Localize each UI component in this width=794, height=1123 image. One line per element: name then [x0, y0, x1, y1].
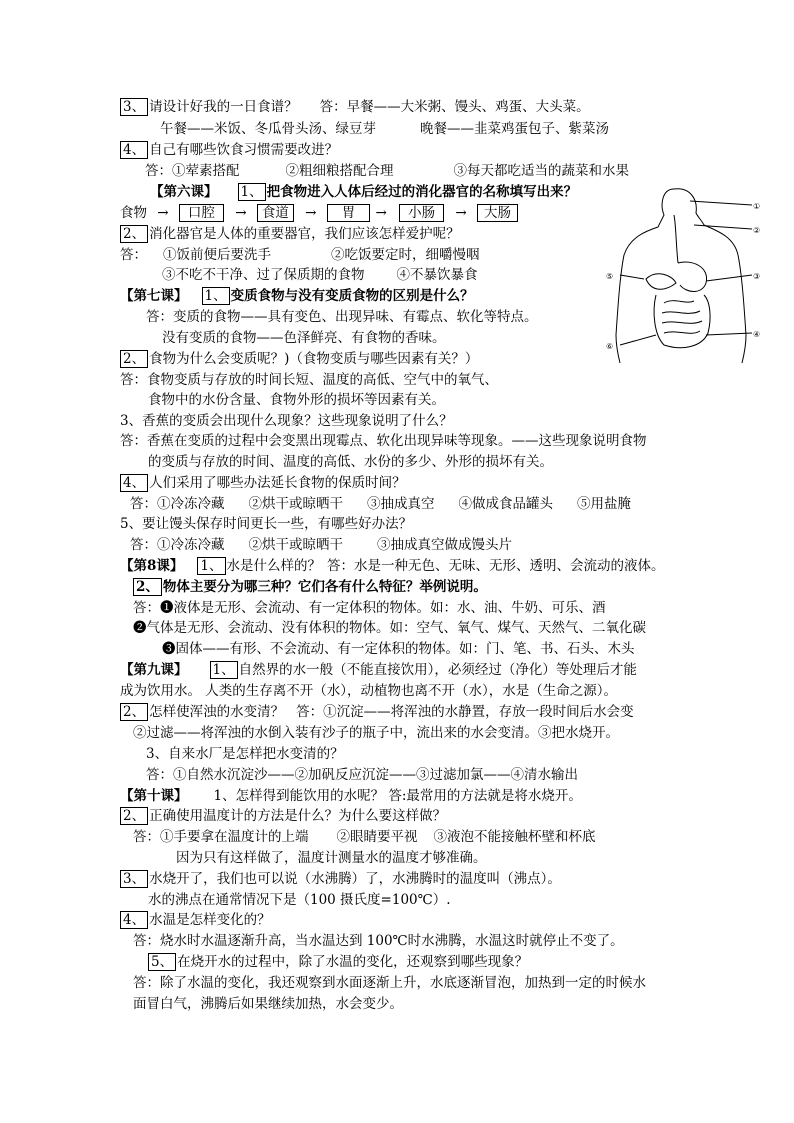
- answer-item: ⑤用盐腌: [577, 496, 631, 512]
- lesson10-q2: [120, 807, 446, 825]
- lesson6-q2: [120, 225, 460, 243]
- arrow-icon: →: [455, 205, 467, 221]
- lesson9-q1-cont: 成为饮用水。 人类的生存离不开（水），动植物也离不开（水），水是（生命之源）。: [120, 683, 618, 699]
- answer-item: ②烘干或晾晒干: [248, 496, 343, 512]
- lesson-label: 【第十课】: [120, 788, 188, 804]
- digestive-system-diagram: [602, 185, 762, 365]
- question-number: 4、: [120, 911, 148, 929]
- question-text: 水烧开了，我们也可以说（水沸腾）了，水沸腾时的温度叫（沸点）。: [149, 871, 561, 887]
- lesson7-q5: 5、要让馒头保存时间更长一些，有哪些好办法？: [120, 516, 413, 532]
- lesson10-q2-answer: [133, 828, 596, 846]
- question-text: 消化器官是人体的重要器官，我们应该怎样爱护呢？: [149, 226, 460, 242]
- question-number: 4、: [120, 474, 148, 492]
- lesson9-q2: [120, 703, 634, 721]
- q3-diet-line: [120, 98, 590, 116]
- lesson8-q2: [133, 578, 487, 596]
- lesson6-heading: [150, 183, 577, 201]
- lunch-text: 午餐——米饭、冬瓜骨头汤、绿豆芽: [160, 121, 376, 137]
- question-text: 水温是怎样变化的？: [149, 912, 271, 928]
- lesson10-q5-a1: 答：除了水温的变化，我还观察到水面逐渐上升，水底逐渐冒泡，加热到一定的时候水: [133, 975, 646, 991]
- question-text: 物体主要分为哪三种？它们各有什么特征？举例说明。: [162, 579, 487, 595]
- answer-item: 答：①冷冻冷藏: [130, 537, 225, 553]
- question-text: 在烧开水的过程中，除了水温的变化，还观察到哪些现象？: [177, 954, 529, 970]
- answer-item: 答：①手要拿在温度计的上端: [133, 829, 309, 845]
- lesson10-q5-a2: 面冒白气，沸腾后如果继续加热，水会变少。: [133, 996, 403, 1012]
- lesson8-a2: ❷气体是无形、会流动、没有体积的物体。如：空气、氧气、煤气、天然气、二氧化碳: [133, 620, 646, 636]
- question-number: 4、: [120, 141, 148, 159]
- lesson10-q3: [120, 870, 561, 888]
- arrow-icon: →: [157, 205, 169, 221]
- answer-item: ③不吃不干净、过了保质期的食物: [162, 267, 365, 283]
- lesson7-q5-answer: [130, 536, 512, 554]
- question-text: 变质食物与没有变质食物的区别是什么？: [230, 288, 474, 304]
- question-number: 3、: [120, 870, 148, 888]
- answer-item: ③液泡不能接触杯壁和杯底: [433, 829, 596, 845]
- answer-item: ②粗细粮搭配合理: [285, 163, 394, 179]
- lesson8-a3: ❸固体——有形、不会流动、有一定体积的物体。如：门、笔、书、石头、木头: [162, 641, 635, 657]
- lesson7-q2-a1: 答：食物变质与存放的时间长短、温度的高低、空气中的氧气、: [120, 372, 498, 388]
- question-text: 把食物进入人体后经过的消化器官的名称填写出来？: [266, 184, 578, 200]
- lesson7-q3-a2: 的变质与存放的时间、温度的高低、水份的多少、外形的损坏有关。: [148, 454, 553, 470]
- diagram-label: ⑥: [606, 342, 614, 351]
- lesson10-q3-cont: 水的沸点在通常情况下是（100 摄氏度=100℃）.: [148, 892, 451, 908]
- question-text: 自然界的水一般（不能直接饮用），必须经过（净化）等处理后才能: [238, 662, 637, 678]
- diagram-label: ②: [753, 226, 761, 235]
- question-text: 人们采用了哪些办法延长食物的保质时间？: [149, 475, 406, 491]
- q3-diet-meals: [160, 120, 609, 138]
- lesson7-q2-a2: 食物中的水份含量、食物外形的损坏等因素有关。: [148, 392, 445, 408]
- lesson7-a2: 没有变质的食物——色泽鲜亮、有食物的香味。: [162, 330, 446, 346]
- diagram-label: ①: [753, 202, 761, 211]
- answer-item: ③每天都吃适当的蔬菜和水果: [453, 163, 629, 179]
- question-number: 2、: [120, 350, 148, 368]
- lesson9-q3-a: 答：①自然水沉淀沙——②加矾反应沉淀——③过滤加氯——④清水输出: [146, 767, 578, 783]
- answer-label: 答：: [120, 247, 147, 263]
- arrow-icon: →: [235, 205, 247, 221]
- organ-box: 小肠: [399, 204, 444, 222]
- lesson7-a1: 答：变质的食物——具有变色、出现异味、有霉点、软化等特点。: [146, 309, 538, 325]
- esophagus: [674, 215, 678, 263]
- answer-item: 答：①冷冻冷藏: [130, 496, 225, 512]
- lesson8-heading: [120, 557, 665, 575]
- lesson9-q3: 3、自来水厂是怎样把水变清的？: [146, 746, 344, 762]
- lesson6-q2-answer1: [120, 246, 480, 264]
- lesson10-q5: [148, 953, 528, 971]
- diagram-label: ⑤: [606, 272, 614, 281]
- q4-habits-answer: [145, 162, 629, 180]
- question-number: 2、: [120, 703, 148, 721]
- lesson7-q4-answer: [130, 495, 631, 513]
- lesson6-q2-answer2: [162, 266, 478, 284]
- answer-text: 答：①沉淀——将浑浊的水静置，存放一段时间后水会变: [296, 704, 634, 720]
- answer-item: ②烘干或晾晒干: [248, 537, 343, 553]
- lesson-label: 【第六课】: [150, 184, 218, 200]
- question-number: 2、: [120, 807, 148, 825]
- question-number: 1、: [238, 183, 266, 201]
- answer-item: ④不暴饮暴食: [396, 267, 478, 283]
- question-text: 正确使用温度计的方法是什么？为什么要这样做？: [149, 808, 447, 824]
- body-outline: [674, 189, 746, 363]
- question-text: 1、怎样得到能饮用的水呢？ 答:最常用的方法就是将水烧开。: [213, 788, 582, 804]
- question-number: 2、: [120, 225, 148, 243]
- liver: [646, 274, 676, 290]
- arrow-icon: →: [375, 205, 387, 221]
- answer-item: ①饭前便后要洗手: [163, 247, 271, 263]
- diagram-label: ③: [753, 272, 761, 281]
- answer-item: ②眼睛要平视: [336, 829, 418, 845]
- lesson7-q4: [120, 474, 406, 492]
- lesson7-q3-a1: 答：香蕉在变质的过程中会变黑出现霉点、软化出现异味等现象。——这些现象说明食物: [120, 433, 647, 449]
- digestion-chain: [120, 204, 519, 222]
- organ-box: 大肠: [477, 204, 518, 222]
- answer-item: ④做成食品罐头: [458, 496, 553, 512]
- question-text: 自己有哪些饮食习惯需要改进？: [149, 142, 339, 158]
- q4-habits-line: [120, 141, 338, 159]
- lesson8-a1: 答：❶液体是无形、会流动、有一定体积的物体。如：水、油、牛奶、可乐、酒: [133, 600, 606, 616]
- lesson10-heading: [120, 787, 582, 805]
- lesson10-q2-reason: 因为只有这样做了，温度计测量水的温度才够准确。: [176, 850, 487, 866]
- small-intestine: [662, 301, 702, 334]
- question-number: 1、: [197, 557, 225, 575]
- lesson9-heading: [120, 661, 637, 679]
- answer-item: 答：①荤素搭配: [145, 163, 240, 179]
- organ-box: 食道: [257, 204, 294, 222]
- question-number: 1、: [210, 661, 238, 679]
- question-text: 怎样使浑浊的水变清？: [149, 704, 285, 720]
- answer-item: ③抽成真空: [367, 496, 435, 512]
- lesson10-q4-a: 答：烧水时水温逐渐升高，当水温达到 100℃时水沸腾，水温这时就停止不变了。: [133, 933, 624, 949]
- lesson-label: 【第七课】: [120, 288, 188, 304]
- lesson7-q3: 3、香蕉的变质会出现什么现象？这些现象说明了什么？: [120, 413, 453, 429]
- question-number: 3、: [120, 98, 148, 116]
- stomach: [678, 262, 707, 292]
- question-text: 水是什么样的？: [226, 558, 321, 574]
- lesson-label: 【第九课】: [120, 662, 188, 678]
- lesson9-q2-a2: ②过滤——将浑浊的水倒入装有沙子的瓶子中，流出来的水会变清。③把水烧开。: [133, 725, 619, 741]
- question-number: 5、: [148, 953, 176, 971]
- organ-box: 胃: [327, 204, 371, 222]
- question-number: 1、: [202, 287, 230, 305]
- question-text: 请设计好我的一日食谱？: [149, 99, 298, 115]
- chain-start: 食物: [120, 205, 147, 221]
- answer-text: 答：水是一种无色、无味、无形、透明、会流动的液体。: [327, 558, 665, 574]
- question-number: 2、: [133, 578, 162, 596]
- organ-box: 口腔: [179, 204, 224, 222]
- lesson10-q4: [120, 911, 271, 929]
- lesson7-heading: [120, 287, 474, 305]
- answer-item: ②吃饭要定时，细嚼慢咽: [331, 247, 480, 263]
- arrow-icon: →: [305, 205, 317, 221]
- lesson-label: 【第8课】: [120, 558, 184, 574]
- answer-text: 答：早餐——大米粥、馒头、鸡蛋、大头菜。: [319, 99, 590, 115]
- answer-item: ③抽成真空做成馒头片: [377, 537, 512, 553]
- question-text: 食物为什么会变质呢？)（食物变质与哪些因素有关？）: [149, 351, 479, 367]
- lesson7-q2: [120, 350, 478, 368]
- diagram-label: ④: [753, 330, 761, 339]
- dinner-text: 晚餐——韭菜鸡蛋包子、紫菜汤: [420, 121, 609, 137]
